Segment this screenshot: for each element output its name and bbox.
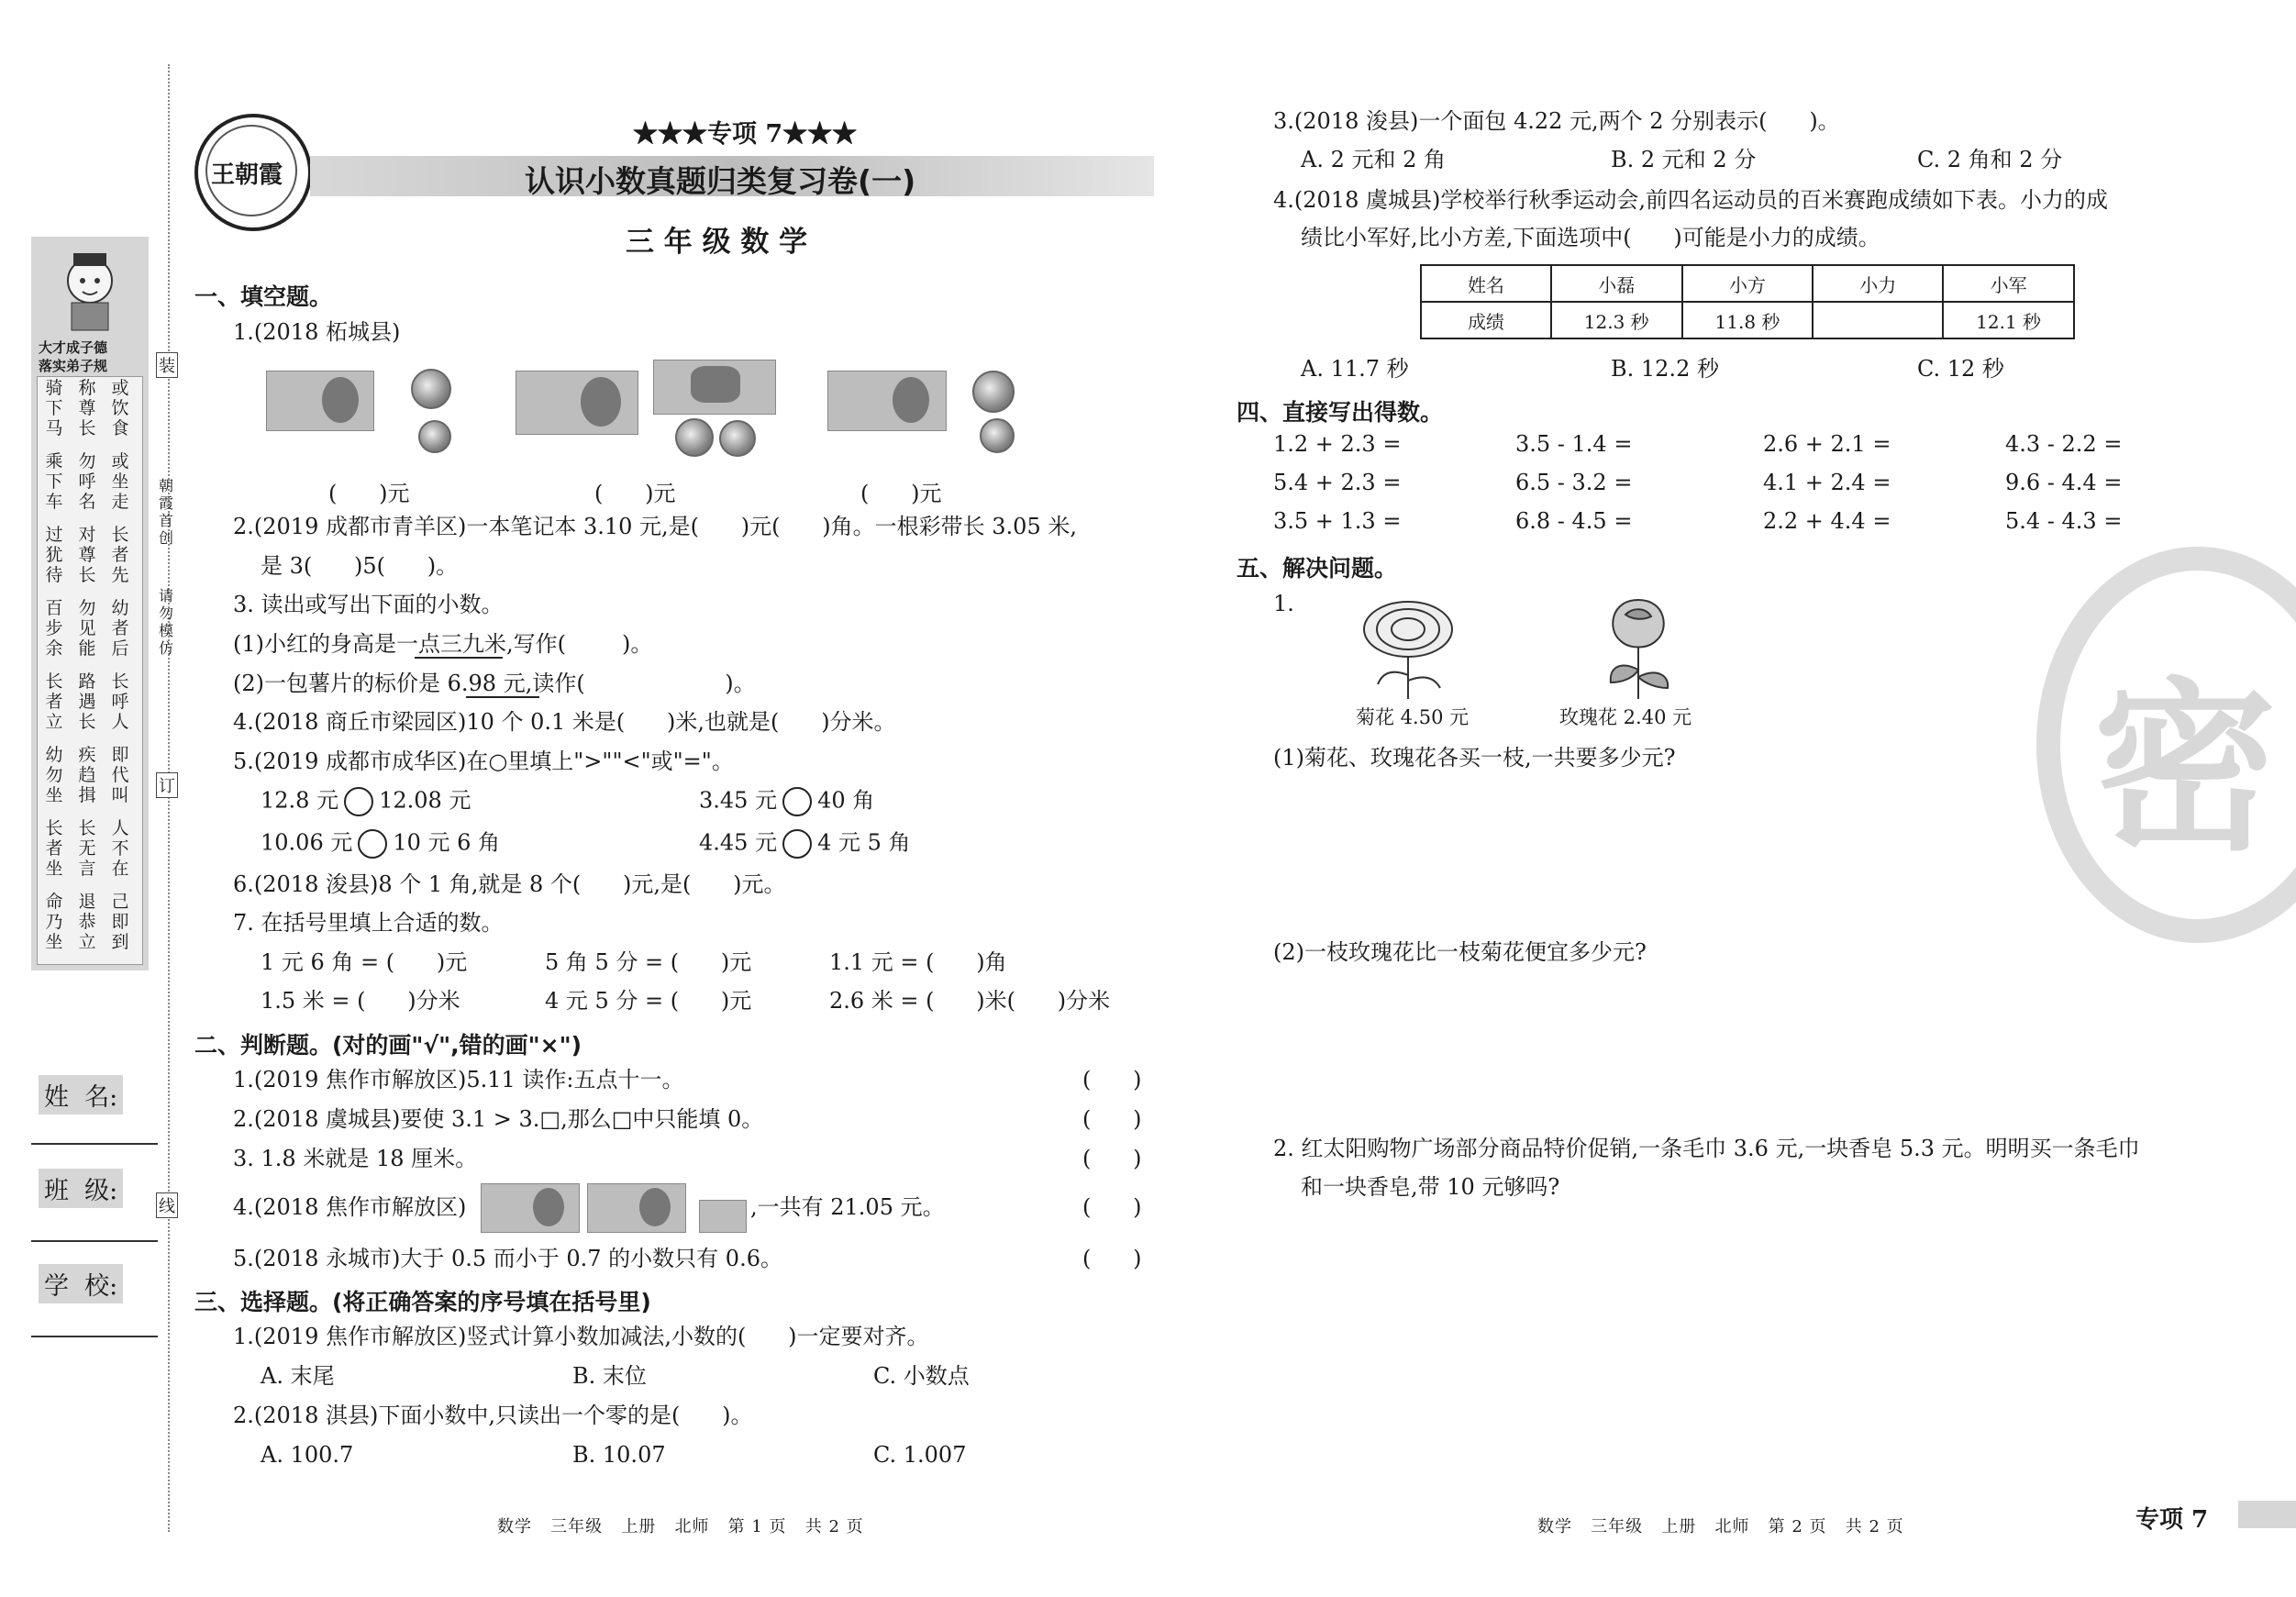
school-label: 学 校: [39, 1264, 123, 1303]
section-calc: 四、直接写出得数。 [1237, 399, 1444, 426]
section-true-false: 二、判断题。(对的画"√",错的画"×") [194, 1032, 582, 1059]
problem-2-line2: 和一块香皂,带 10 元够吗? [1301, 1174, 1560, 1200]
choice-4-a[interactable]: A. 11.7 秒 [1301, 356, 1409, 382]
q3-text: 3. 读出或写出下面的小数。 [233, 592, 504, 617]
judge-4b: ,一共有 21.05 元。 [750, 1194, 945, 1220]
page-subtitle: 三 年 级 数 学 [626, 226, 808, 259]
class-field[interactable] [31, 1240, 158, 1242]
q7-r2-3: 2.6 米 = ( )米( )分米 [829, 988, 1111, 1014]
choice-2: 2.(2018 淇县)下面小数中,只读出一个零的是( )。 [233, 1403, 753, 1428]
page-title: 认识小数真题归类复习卷(一) [525, 163, 916, 199]
judge-answer-2[interactable]: ( ) [1082, 1106, 1142, 1132]
school-field[interactable] [31, 1336, 158, 1337]
coin-small-3 [980, 418, 1015, 453]
q5-item-1: 12.8 元 12.08 元 [261, 787, 471, 816]
rule-column: 命乃坐 [45, 892, 63, 952]
series-badge: ★★★专项 7★★★ [633, 120, 858, 149]
calc-item: 3.5 + 1.3 = [1273, 508, 1402, 534]
q5-item-2: 3.45 元 40 角 [699, 787, 874, 816]
rule-column: 过犹待 [45, 525, 63, 585]
section-fill-blank: 一、填空题。 [194, 283, 333, 310]
choice-4-line1: 4.(2018 虞城县)学校举行秋季运动会,前四名运动员的百米赛跑成绩如下表。小力的成 [1273, 187, 2108, 213]
rule-column: 人不在 [111, 818, 129, 879]
choice-3-b[interactable]: B. 2 元和 2 分 [1611, 147, 1757, 172]
q1-text: 1.(2018 柘城县) [233, 319, 401, 345]
scholar-illustration [53, 244, 127, 336]
table-cell: 小力 [1813, 265, 1943, 302]
judge-answer-3[interactable]: ( ) [1082, 1146, 1142, 1171]
rule-column: 疾趋揖 [78, 745, 96, 805]
choice-3-a[interactable]: A. 2 元和 2 角 [1301, 147, 1447, 172]
rule-column: 长者立 [45, 671, 63, 732]
choice-1-c[interactable]: C. 小数点 [873, 1363, 970, 1389]
calc-item: 5.4 + 2.3 = [1273, 470, 1402, 495]
rule-column: 或坐走 [111, 451, 129, 512]
calc-item: 1.2 + 2.3 = [1273, 431, 1402, 457]
choice-2-b[interactable]: B. 10.07 [572, 1442, 666, 1468]
flower-2-label: 玫瑰花 2.40 元 [1559, 706, 1692, 728]
q7-r1-3: 1.1 元 = ( )角 [829, 949, 1007, 975]
rule-column: 百步余 [45, 598, 63, 659]
calc-item: 4.1 + 2.4 = [1763, 470, 1891, 495]
calc-item: 5.4 - 4.3 = [2005, 508, 2123, 534]
compare-circle[interactable] [782, 829, 812, 859]
binding-line [168, 64, 170, 1532]
table-cell: 小方 [1682, 265, 1814, 302]
motto-line-2: 落实弟子规 [39, 358, 108, 374]
judge-5: 5.(2018 永城市)大于 0.5 而小于 0.7 的小数只有 0.6。 [233, 1246, 782, 1271]
q1-blank-2[interactable]: ( )元 [594, 481, 676, 506]
table-row [1421, 302, 2074, 338]
calc-item: 4.3 - 2.2 = [2005, 431, 2123, 457]
choice-1-a[interactable]: A. 末尾 [261, 1363, 335, 1389]
q3-1: (1)小红的身高是一点三九米,写作( )。 [233, 631, 653, 657]
coin-1-yuan-2 [675, 418, 714, 457]
choice-3-c[interactable]: C. 2 角和 2 分 [1917, 147, 2063, 172]
corner-tag-bar [2238, 1501, 2296, 1528]
calc-item: 6.8 - 4.5 = [1515, 508, 1633, 534]
cut-label-brand: 朝霞首创 [158, 477, 173, 547]
rule-column: 幼者后 [111, 598, 129, 659]
seal-glyph: 密 [2093, 662, 2278, 876]
choice-4-line2: 绩比小军好,比小方差,下面选项中( )可能是小力的成绩。 [1301, 225, 1880, 250]
compare-circle[interactable] [782, 787, 812, 816]
right-footer: 数学 三年级 上册 北师 第 2 页 共 2 页 [1537, 1517, 1904, 1536]
judge-answer-5[interactable]: ( ) [1082, 1246, 1142, 1271]
rule-column: 即代叫 [111, 745, 129, 805]
banknote-1-yuan [827, 371, 947, 431]
table-cell: 12.3 秒 [1551, 302, 1682, 338]
cut-label-xian: 线 [156, 1192, 178, 1218]
chrysanthemum-illustration [1358, 593, 1459, 701]
rule-column: 长无言 [78, 818, 96, 879]
rule-column: 长者坐 [45, 818, 63, 879]
name-field[interactable] [31, 1143, 158, 1145]
calc-item: 2.6 + 2.1 = [1763, 431, 1891, 457]
q1-blank-3[interactable]: ( )元 [860, 481, 942, 506]
banknote-20-yuan [481, 1183, 580, 1233]
table-header-row [1421, 265, 2074, 302]
seal-watermark [2036, 547, 2296, 943]
rule-column: 称尊长 [78, 378, 96, 438]
table-cell: 11.8 秒 [1682, 302, 1814, 338]
table-cell [1813, 302, 1943, 338]
problem-1-2: (2)一枝玫瑰花比一枝菊花便宜多少元? [1273, 939, 1647, 965]
banknote-5-yuan [266, 371, 374, 431]
table-cell: 姓名 [1421, 265, 1551, 302]
judge-4a: 4.(2018 焦作市解放区) [233, 1194, 467, 1220]
cut-label-warning: 请勿模仿 [158, 587, 173, 657]
choice-1: 1.(2019 焦作市解放区)竖式计算小数加减法,小数的( )一定要对齐。 [233, 1324, 929, 1349]
rule-column: 己即到 [111, 892, 129, 952]
cut-label-zhuang: 装 [156, 352, 178, 378]
banknote-5-jiao [699, 1200, 747, 1233]
q3-2-underline [466, 696, 539, 698]
problem-1-number: 1. [1273, 591, 1294, 616]
calc-item: 3.5 - 1.4 = [1515, 431, 1633, 457]
q5-item-3: 10.06 元 10 元 6 角 [261, 829, 500, 859]
rule-column: 勿见能 [78, 598, 96, 659]
race-results-table [1420, 264, 2075, 339]
class-label: 班 级: [39, 1169, 123, 1208]
brand-logo [194, 114, 312, 231]
judge-answer-4[interactable]: ( ) [1082, 1194, 1142, 1220]
choice-4-c[interactable]: C. 12 秒 [1917, 356, 2004, 382]
q7-text: 7. 在括号里填上合适的数。 [233, 910, 504, 936]
q7-r1-1: 1 元 6 角 = ( )元 [261, 949, 468, 975]
q5-item-4: 4.45 元 4 元 5 角 [699, 829, 911, 859]
q3-1-underline [415, 657, 503, 659]
name-label: 姓 名: [39, 1075, 123, 1115]
q4-text: 4.(2018 商丘市梁园区)10 个 0.1 米是( )米,也就是( )分米。 [233, 709, 896, 735]
calc-item: 2.2 + 4.4 = [1763, 508, 1891, 534]
judge-3: 3. 1.8 米就是 18 厘米。 [233, 1146, 478, 1171]
coin-large [972, 371, 1015, 413]
choice-4-b[interactable]: B. 12.2 秒 [1611, 356, 1719, 382]
logo-text: 王朝霞 [211, 161, 283, 189]
table-cell: 成绩 [1421, 302, 1551, 338]
calc-item: 9.6 - 4.4 = [2005, 470, 2123, 495]
coin-small [418, 420, 451, 453]
q2-line1: 2.(2019 成都市青羊区)一本笔记本 3.10 元,是( )元( )角。一根彩带长 3.05 米, [233, 514, 1077, 539]
coin-small-2 [719, 420, 756, 457]
motto-line-1: 大才成子德 [39, 339, 108, 356]
rule-column: 勿呼名 [78, 451, 96, 512]
calc-item: 6.5 - 3.2 = [1515, 470, 1633, 495]
q7-r1-2: 5 角 5 分 = ( )元 [545, 949, 752, 975]
choice-2-a[interactable]: A. 100.7 [261, 1442, 354, 1468]
compare-circle[interactable] [344, 787, 373, 816]
rule-column: 路遇长 [78, 671, 96, 732]
problem-2-line1: 2. 红太阳购物广场部分商品特价促销,一条毛巾 3.6 元,一块香皂 5.3 元。明明买一条毛巾 [1273, 1136, 2140, 1161]
banknote-1-yuan-b [587, 1183, 686, 1233]
judge-answer-1[interactable]: ( ) [1082, 1067, 1142, 1092]
table-cell: 小军 [1943, 265, 2074, 302]
q3-2: (2)一包薯片的标价是 6.98 元,读作( )。 [233, 671, 756, 696]
choice-2-c[interactable]: C. 1.007 [873, 1442, 967, 1468]
banknote-10-yuan [516, 371, 638, 435]
q2-line2: 是 3( )5( )。 [261, 553, 459, 579]
rule-column: 或饮食 [111, 378, 129, 438]
rule-column: 对尊长 [78, 525, 96, 585]
corner-tag: 专项 7 [2135, 1506, 2209, 1534]
rose-illustration [1592, 593, 1684, 701]
table-cell: 12.1 秒 [1943, 302, 2074, 338]
cut-label-ding: 订 [156, 772, 178, 798]
rule-column: 退恭立 [78, 892, 96, 952]
q7-r2-1: 1.5 米 = ( )分米 [261, 988, 460, 1014]
section-choice: 三、选择题。(将正确答案的序号填在括号里) [194, 1289, 651, 1315]
judge-2: 2.(2018 虞城县)要使 3.1 > 3.□,那么□中只能填 0。 [233, 1106, 764, 1132]
section-problems: 五、解决问题。 [1237, 555, 1398, 582]
rule-column: 长者先 [111, 525, 129, 585]
compare-circle[interactable] [358, 829, 387, 859]
judge-1: 1.(2019 焦作市解放区)5.11 读作:五点十一。 [233, 1067, 684, 1092]
rule-column: 乘下车 [45, 451, 63, 512]
rule-column: 骑下马 [45, 378, 63, 438]
choice-1-b[interactable]: B. 末位 [572, 1363, 647, 1389]
q5-text: 5.(2019 成都市成华区)在○里填上">""<"或"="。 [233, 749, 734, 774]
choice-3: 3.(2018 浚县)一个面包 4.22 元,两个 2 分别表示( )。 [1273, 108, 1840, 134]
rule-column: 长呼人 [111, 671, 129, 732]
q7-r2-2: 4 元 5 分 = ( )元 [545, 988, 752, 1014]
q1-blank-1[interactable]: ( )元 [328, 481, 410, 506]
banknote-jiao [653, 360, 776, 415]
flower-1-label: 菊花 4.50 元 [1356, 706, 1470, 728]
rule-column: 幼勿坐 [45, 745, 63, 805]
coin-1-yuan [411, 369, 451, 409]
problem-1-1: (1)菊花、玫瑰花各买一枝,一共要多少元? [1273, 745, 1676, 771]
table-cell: 小磊 [1551, 265, 1682, 302]
q6-text: 6.(2018 浚县)8 个 1 角,就是 8 个( )元,是( )元。 [233, 871, 786, 897]
left-footer: 数学 三年级 上册 北师 第 1 页 共 2 页 [497, 1517, 864, 1536]
